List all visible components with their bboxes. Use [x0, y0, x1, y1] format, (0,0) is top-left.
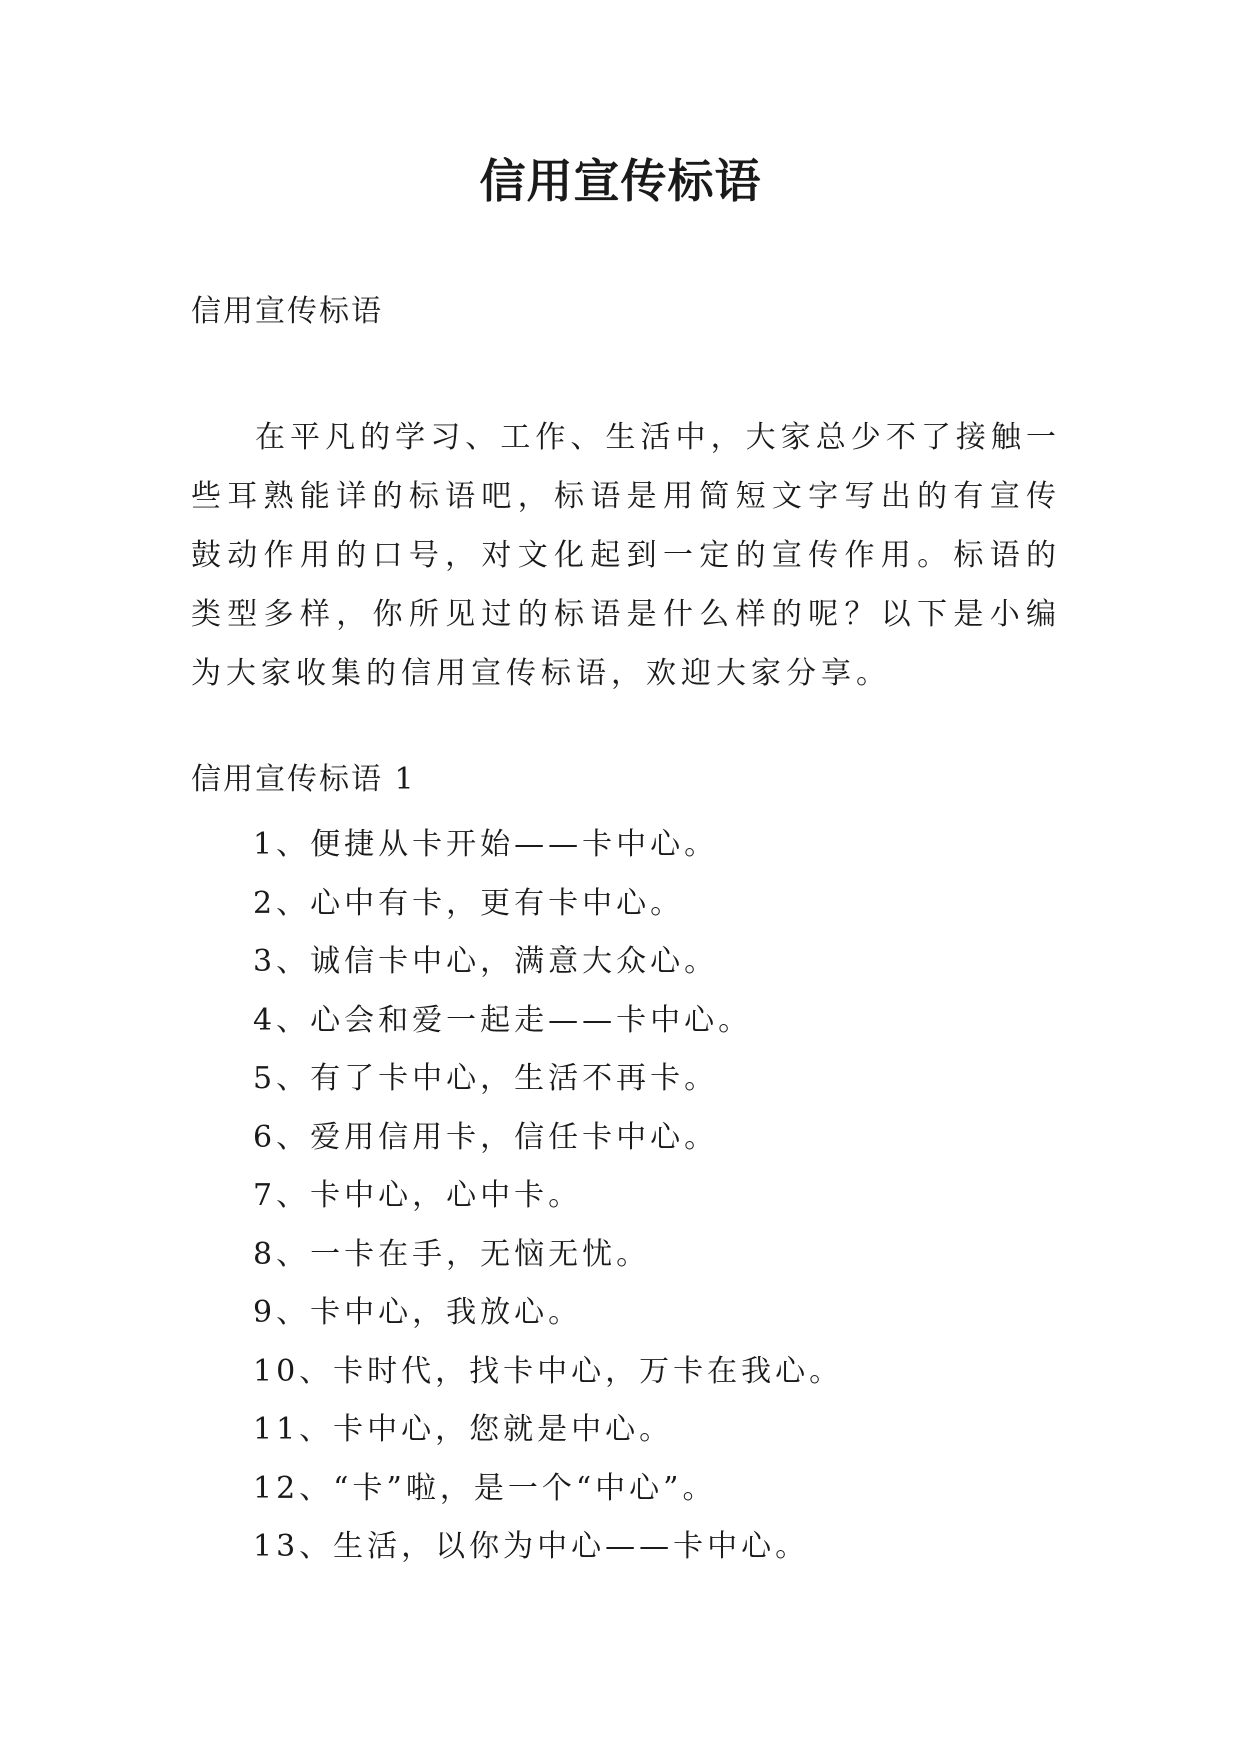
- list-item: 6、爱用信用卡，信任卡中心。: [253, 1119, 719, 1155]
- slogan-list: [253, 816, 843, 1577]
- list-item: 1、便捷从卡开始——卡中心。: [253, 827, 719, 862]
- intro-paragraph: 在平凡的学习、工作、生活中，大家总少不了接触一些耳熟能详的标语吧，标语是用简短文字写出的有宣传鼓动作用的口号，对文化起到一定的宣传作用。标语的类型多样，你所见过的标语是什么样的呢？以下是小编为大家收集的信用宣传标语，欢迎大家分享。: [191, 420, 1061, 691]
- list-item: 2、心中有卡，更有卡中心。: [253, 885, 685, 921]
- list-item: 10、卡时代，找卡中心，万卡在我心。: [253, 1353, 844, 1389]
- list-item: 4、心会和爱一起走——卡中心。: [253, 1002, 753, 1038]
- document-title: 信用宣传标语: [479, 154, 762, 208]
- document-subtitle: 信用宣传标语: [191, 294, 383, 329]
- list-item: 11、卡中心，您就是中心。: [253, 1412, 674, 1447]
- list-item: 3、诚信卡中心，满意大众心。: [253, 944, 719, 979]
- list-item: 9、卡中心，我放心。: [253, 1295, 583, 1330]
- list-item: 13、生活，以你为中心——卡中心。: [253, 1529, 810, 1564]
- list-item: 5、有了卡中心，生活不再卡。: [253, 1061, 719, 1096]
- section-heading: 信用宣传标语 1: [191, 762, 416, 797]
- list-item: 8、一卡在手，无恼无忧。: [253, 1236, 651, 1272]
- list-item: 7、卡中心，心中卡。: [253, 1178, 583, 1213]
- list-item: 12、“卡”啦，是一个“中心”。: [253, 1470, 717, 1506]
